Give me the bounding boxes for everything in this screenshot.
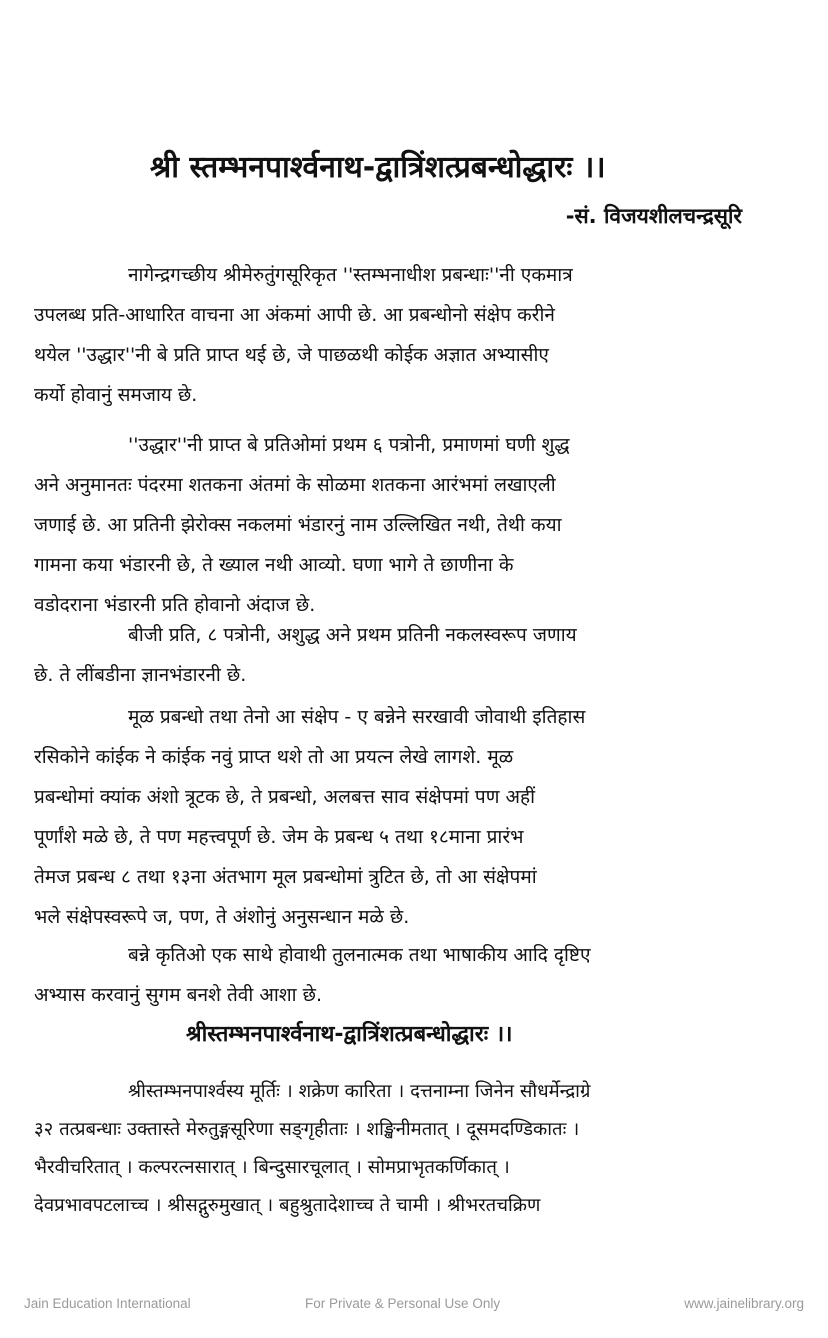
text-line: भले संक्षेपस्वरूपे ज, पण, ते अंशोनुं अनुसन्धान मळे छे. (34, 906, 410, 928)
intro-paragraph-3 (34, 615, 746, 695)
text-line: मूळ प्रबन्धो तथा तेनो आ संक्षेप - ए बन्नेने सरखावी जोवाथी इतिहास (128, 706, 586, 728)
text-line: छे. ते लींबडीना ज्ञानभंडारनी छे. (34, 664, 247, 686)
text-line: गामना कया भंडारनी छे, ते ख्याल नथी आव्यो. घणा भागे ते छाणीना के (34, 554, 514, 576)
text-line: भैरवीचरितात् । कल्परत्नसारात् । बिन्दुसारचूलात् । सोमप्राभृतकर्णिकात् । (34, 1157, 510, 1178)
text-line: कर्यो होवानुं समजाय छे. (34, 384, 198, 406)
footer-usage-note: For Private & Personal Use Only (305, 1296, 501, 1311)
page-footer (0, 1296, 828, 1320)
text-line: नागेन्द्रगच्छीय श्रीमेरुतुंगसूरिकृत ''स्तम्भनाधीश प्रबन्धाः''नी एकमात्र (128, 264, 573, 286)
text-line: ३२ तत्प्रबन्धाः उक्तास्ते मेरुतुङ्गसूरिणा सङ्गृहीताः । शङ्खिनीमतात् । दूसमदण्डिकातः । (34, 1119, 580, 1140)
text-line: तेमज प्रबन्ध ८ तथा १३ना अंतभाग मूल प्रबन्धोमां त्रुटित छे, तो आ संक्षेपमां (34, 866, 537, 888)
text-line: अने अनुमानतः पंदरमा शतकना अंतमां के सोळमा शतकना आरंभमां लखाएली (34, 474, 556, 496)
text-line: बीजी प्रति, ८ पत्रोनी, अशुद्ध अने प्रथम प्रतिनी नकलस्वरूप जणाय (128, 624, 577, 646)
text-line: उपलब्ध प्रति-आधारित वाचना आ अंकमां आपी छे. आ प्रबन्धोनो संक्षेप करीने (34, 304, 555, 326)
intro-paragraph-5 (34, 935, 746, 1015)
text-line: जणाई छे. आ प्रतिनी झेरोक्स नकलमां भंडारनुं नाम उल्लिखित नथी, तेथी कया (34, 514, 562, 536)
footer-publisher: Jain Education International (24, 1296, 191, 1311)
section-title: श्रीस्तम्भनपार्श्वनाथ-द्वात्रिंशत्प्रबन्धोद्धारः ।। (186, 1022, 513, 1047)
intro-paragraph-1 (34, 255, 746, 415)
intro-paragraph-4 (34, 697, 746, 937)
text-line: ''उद्धार''नी प्राप्त बे प्रतिओमां प्रथम ६ पत्रोनी, प्रमाणमां घणी शुद्ध (128, 434, 570, 456)
text-line: थयेल ''उद्धार''नी बे प्रति प्राप्त थई छे, जे पाछळथी कोईक अज्ञात अभ्यासीए (34, 344, 549, 366)
footer-website-link[interactable]: www.jainelibrary.org (684, 1296, 804, 1311)
author-line: -सं. विजयशीलचन्द्रसूरि (565, 204, 742, 228)
text-line: अभ्यास करवानुं सुगम बनशे तेवी आशा छे. (34, 984, 322, 1006)
text-line: प्रबन्धोमां क्यांक अंशो त्रूटक छे, ते प्रबन्धो, अलबत्त साव संक्षेपमां पण अहीं (34, 786, 536, 808)
text-line: रसिकोने कांईक ने कांईक नवुं प्राप्त थशे तो आ प्रयत्न लेखे लागशे. मूळ (34, 746, 514, 768)
page-title: श्री स्तम्भनपार्श्वनाथ-द्वात्रिंशत्प्रबन्धोद्धारः ।। (150, 150, 606, 185)
text-line: देवप्रभावपटलाच्च । श्रीसद्गुरुमुखात् । बहुश्रुतादेशाच्च ते चामी । श्रीभरतचक्रिण (34, 1195, 541, 1216)
text-line: श्रीस्तम्भनपार्श्वस्य मूर्तिः । शक्रेण कारिता । दत्तनाम्ना जिनेन सौधर्मेन्द्राग्रे (128, 1081, 591, 1102)
sanskrit-text (34, 1073, 746, 1225)
intro-paragraph-2 (34, 425, 746, 625)
text-line: वडोदराना भंडारनी प्रति होवानो अंदाज छे. (34, 594, 316, 616)
text-line: पूर्णांशे मळे छे, ते पण महत्त्वपूर्ण छे. जेम के प्रबन्ध ५ तथा १८माना प्रारंभ (34, 826, 524, 848)
text-line: बन्ने कृतिओ एक साथे होवाथी तुलनात्मक तथा भाषाकीय आदि दृष्टिए (128, 944, 591, 966)
